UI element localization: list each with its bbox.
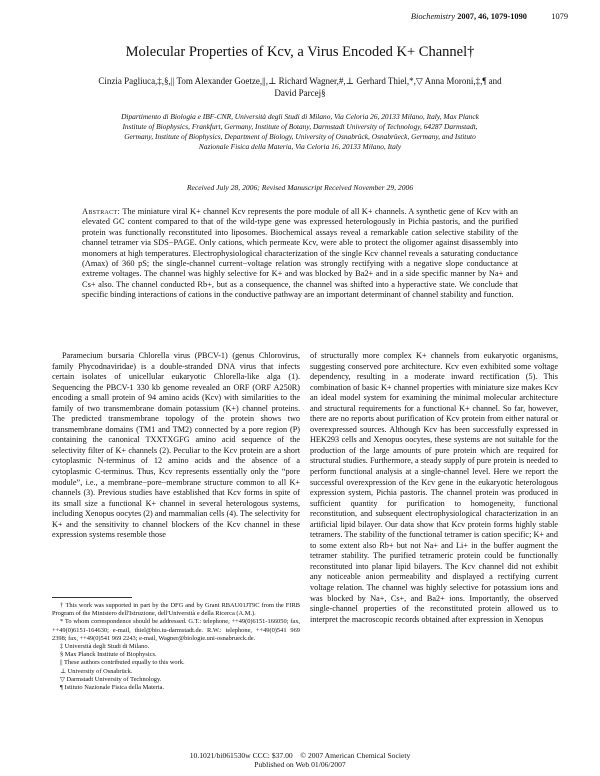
footnote-rule bbox=[52, 597, 132, 598]
author-line-2: David Parcej§ bbox=[274, 88, 326, 98]
footnote-funding: † This work was supported in part by the DFG and by Grant RBAU01JT9C from the FIRB Program of the Ministero dell'Istruzione, dell'Università e della Ricerca (A.M.). bbox=[52, 602, 300, 618]
article-title: Molecular Properties of Kcv, a Virus Encoded K+ Channel† bbox=[125, 44, 475, 60]
left-column bbox=[52, 351, 300, 541]
abstract-text: The miniature viral K+ channel Kcv represents the pore module of all K+ channels. A synthetic gene of Kcv with an elevated GC content compared to that of the wild-type gene was expressed heterologously in Pichia pastoris, and the purified protein was functionally reconstituted into liposomes. Biochemical assays reveal a remarkable cation selective stability of the channel tetramer via SDS−PAGE. Only cations, which permeate Kcv, were able to protect the oligomer against disassembly into monomers at high temperatures. Electrophysiological characterization of the single Kcv channel reveals a saturating conductance (Λmax) of 360 pS; the single-channel current−voltage relation was strongly rectifying with a negative slope conductance at extreme voltages. The channel was highly selective for K+ and was blocked by Ba2+ and in a side specific manner by Na+ and Cs+ also. The channel conducted Rb+, but as a consequence, the channel was shifted into a hyperactive state. We conclude that specific binding interactions of cations in the conductive pathway are an important determinant of channel stability and function. bbox=[82, 207, 518, 300]
footnote-equal-contribution: || These authors contributed equally to this work. bbox=[60, 659, 185, 667]
affiliation-line-3: Germany, Institute of Biophysics, Department of Biology, University of Osnabrück, Osnabrüeck, Germany, and Istituto bbox=[124, 132, 476, 141]
doi-copyright-line: 10.1021/bi061530w CCC: $37.00 © 2007 American Chemical Society bbox=[189, 751, 411, 760]
right-column bbox=[310, 351, 558, 625]
footnote-affiliation-infm: ¶ Istituto Nazionale Fisica della Materia. bbox=[60, 684, 165, 692]
affiliations bbox=[54, 112, 546, 152]
journal-year-volume: 2007, 46, 1079-1090 bbox=[457, 12, 527, 21]
footnote-affiliation-osnabrueck: ⊥ University of Osnabrück. bbox=[60, 667, 133, 675]
publication-date: Published on Web 01/06/2007 bbox=[254, 760, 346, 769]
journal-name: Biochemistry bbox=[410, 12, 456, 21]
footnote-affiliation-mpi: § Max Planck Institute of Biophysics. bbox=[60, 651, 157, 659]
author-line-1: Cinzia Pagliuca,‡,§,|| Tom Alexander Goetze,||,⊥ Richard Wagner,#,⊥ Gerhard Thiel,*,▽ Anna Moroni,‡,¶ and bbox=[98, 76, 502, 86]
intro-paragraph-left: Paramecium bursaria Chlorella virus (PBCV-1) (genus Chlorovirus, family Phycodnaviridae) is a double-stranded DNA virus that infects certain isolates of unicellular eukaryotic Chlorella-like alga (1). Sequencing the PBCV-1 330 kb genome revealed an ORF (ORF A250R) encoding a small protein of 94 amino acids (Kcv) with similarities to the family of two transmembrane domain potassium (K+) channel proteins. The predicted transmembrane topology of the protein shows two transmembrane domains (TM1 and TM2) connected by a pore region (P) containing the canonical TXXTXGFG amino acid sequence of the selectivity filter of K+ channels (2). Peculiar to the Kcv protein are a short cytoplasmic N-terminus of 12 amino acids and the absence of a cytoplasmic C-terminus. Thus, Kcv represents essentially only the “pore module”, i.e., a membrane−pore−membrane structure common to all K+ channels (3). Previous studies have established that Kcv forms in spite of its small size a functional K+ channel in several heterologous systems, including Xenopus oocytes (2) and mammalian cells (4). The selectivity for K+ and the sensitivity to channel blockers of the Kcv channel in these expression systems resemble those bbox=[52, 351, 300, 540]
page-footer bbox=[0, 751, 600, 769]
page-number: 1079 bbox=[551, 12, 568, 21]
abstract bbox=[82, 207, 518, 301]
intro-paragraph-right: of structurally more complex K+ channels from eukaryotic organisms, suggesting conserved pore architecture. Kcv even exhibited some voltage dependency, resulting in a moderate inward rectification (5). This combination of basic K+ channel properties with miniature size makes Kcv an ideal model system for examining the minimal molecular architecture and structural requirements for a functional K+ channel. So far, however, there are no reports about purification of Kcv protein from either natural or overexpressed sources. Although Kcv has been successfully expressed in HEK293 cells and Xenopus oocytes, these systems are not suitable for the production of the large amounts of pure protein which are required for structural studies. Furthermore, a steady supply of pure protein is needed to perform functional analysis at a single-channel level. Here we report the successful overexpression of the Kcv gene in the eukaryotic heterologous expression system, Pichia pastoris. The channel protein was produced in sufficient quantity for purification to homogeneity, functional reconstitution, and subsequent electrophysiological characterization in an artificial lipid bilayer. Our data show that Kcv protein forms highly stable tetramers. The stability of the functional tetramer is cation specific; K+ and to some extent also Rb+ but not Na+ and Li+ in the buffer augment the tetramer stability. The purified tetrameric protein could be functionally reconstituted into planar lipid bilayers. The Kcv channel did not exhibit any noticeable anion permeability and displayed a rectifying current voltage relation. The channel was highly selective for potassium ions and was blocked by Na+, Cs+, and Ba2+ ions. Importantly, the observed single-channel properties of the reconstituted protein allowed us to interpret the macroscopic records obtained after expression in Xenopus bbox=[310, 351, 558, 624]
received-dates: Received July 28, 2006; Revised Manuscript Received November 29, 2006 bbox=[186, 183, 414, 192]
journal-citation bbox=[411, 12, 527, 21]
affiliation-line-1: Dipartimento di Biologia e IBF-CNR, Università degli Studi di Milano, Via Celoria 26, 20133 Milano, Italy, Max Planck bbox=[121, 112, 479, 121]
footnote-affiliation-milano: ‡ Università degli Studi di Milano. bbox=[60, 643, 150, 651]
footnotes bbox=[52, 602, 300, 692]
author-list bbox=[60, 75, 540, 99]
affiliation-line-4: Nazionale Fisica della Materia, Via Celoria 16, 20133 Milano, Italy bbox=[198, 142, 402, 151]
affiliation-line-2: Institute of Biophysics, Frankfurt, Germany, Institute of Botany, Darmstadt University of Technology, 64287 Darmstadt, bbox=[122, 122, 478, 131]
abstract-label: Abstract: bbox=[82, 207, 121, 216]
footnote-correspondence: * To whom correspondence should be addressed. G.T.: telephone, ++49(0)6151-166050; fax, ++49(0)6151-164630; e-mail, thiel@bio.tu-darmstadt.de. R.W.: telephone, ++49(0)541 969 2398; fax, ++49(0)541 969 2243; e-mail, Wagner@biologie.uni-osnabrueck.de. bbox=[52, 618, 300, 642]
footnote-affiliation-darmstadt: ▽ Darmstadt University of Technology. bbox=[60, 675, 162, 683]
